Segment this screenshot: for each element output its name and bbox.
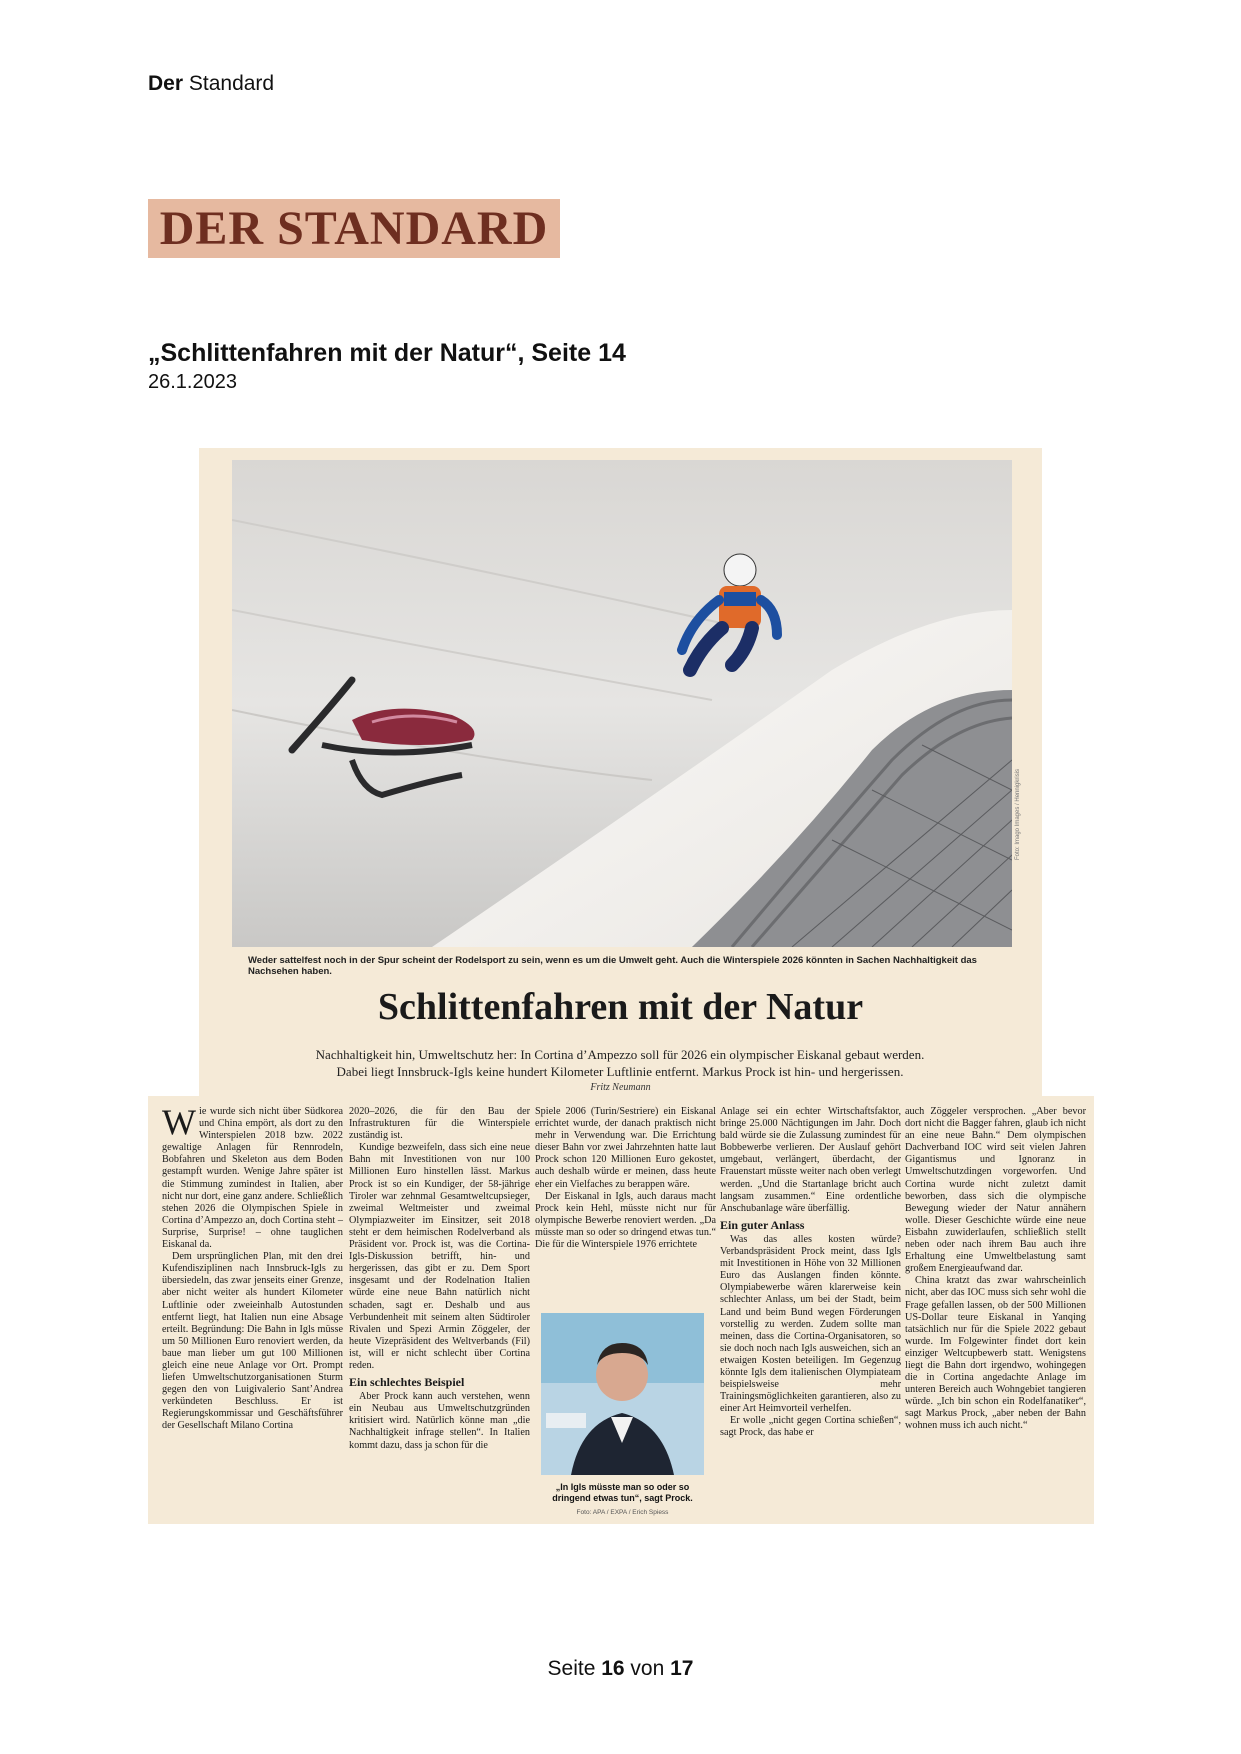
lead-line-2: Dabei liegt Innsbruck-Igls keine hundert Kilometer Luftlinie entfernt. Markus Prock ist hin- und hergerissen.: [336, 1064, 904, 1079]
text-column-1: [162, 1102, 343, 1433]
text-column-3: [535, 1106, 716, 1311]
portrait-caption: „In Igls müsste man so oder so dringend etwas tun“, sagt Prock.: [552, 1482, 693, 1503]
newspaper-logo: DER STANDARD: [148, 199, 560, 258]
current-page: 16: [601, 1657, 625, 1680]
source-label: Der Standard: [148, 72, 275, 95]
paragraph: Kundige bezweifeln, dass sich eine neue Bahn mit Investitionen von nur 100 Millionen Euro hinstellen lässt. Markus Prock ist so ein Kundiger, der 58-jährige Tiroler war zehnmal Gesamtweltcupsieger, zweimal Weltmeister und zweimal Olympiazweiter im Einsitzer, seit 2018 steht er dem heimischen Rodelverband als Präsident vor. Prock ist, was die Cortina-Igls-Diskussion betrifft, hin- und hergerissen, das gibt er zu. Dem Sport insgesamt und der Rodelnation Italien würde eine neue Bahn natürlich nicht schaden, sagt er. Deshalb und aus Verbundenheit mit seinem alten Südtiroler Rivalen und Spezi Armin Zöggeler, der heute Vizepräsident des Weltverbands (Fil) ist, will er nicht schlecht über Cortina reden.: [349, 1142, 530, 1371]
photo-credit: Foto: Imago Images / Hennigkrisis: [1015, 768, 1021, 860]
article-title: „Schlittenfahren mit der Natur“, Seite 14: [148, 339, 626, 367]
lead-line-1: Nachhaltigkeit hin, Umweltschutz her: In Cortina d’Ampezzo soll für 2026 ein olympischer Eiskanal gebaut werden.: [315, 1047, 925, 1062]
paragraph: Der Eiskanal in Igls, auch daraus macht Prock kein Hehl, müsste nicht nur für olympische Bewerbe renoviert werden. „Da müsste man so oder so dringend etwas tun.“ Die für die Winterspiele 1976 errichtete: [535, 1190, 716, 1251]
subheading: Ein guter Anlass: [720, 1217, 805, 1232]
portrait-photo: [541, 1313, 704, 1475]
article-headline: Schlittenfahren mit der Natur: [377, 986, 864, 1028]
luge-track-photo: [232, 460, 1012, 947]
article-date: 26.1.2023: [148, 371, 237, 393]
text-column-2: [349, 1106, 530, 1452]
portrait-credit: Foto: APA / EXPA / Erich Spiess: [576, 1509, 669, 1516]
paragraph: Was das alles kosten würde? Verbandspräsident Prock meint, dass Igls mit Investitionen in Höhe von 32 Millionen Euro das Auslangen finden könnte. Olympiabewerbe wären klarerweise kein schlechter Anlass, um bei der Stadt, beim Land und beim Bund wegen Förderungen vorstellig zu werden. Zudem sollte man meinen, dass die Cortina-Organisatoren, so sie doch noch nach Igls ausweichen, sich an etwaigen Kosten beteiligen. Im Gegenzug könnte Igls dem italienischen Olympiateam beispielsweise mehr Trainingsmöglichkeiten garantieren, also zu einer Art Heimvorteil verhelfen.: [720, 1233, 901, 1415]
paragraph: 2020–2026, die für den Bau der Infrastrukturen für die Winterspiele zuständig ist.: [349, 1106, 530, 1142]
photo-caption: Weder sattelfest noch in der Spur scheint der Rodelsport zu sein, wenn es um die Umwelt geht. Auch die Winterspiele 2026 könnten in Sachen Nachhaltigkeit das Nachsehen haben.: [248, 955, 977, 977]
paragraph: Spiele 2006 (Turin/Sestriere) ein Eiskanal errichtet wurde, der danach praktisch nicht mehr in Verwendung war. Die Errichtung dieser Bahn vor zwei Jahrzehnten hatte laut Prock schon 120 Millionen Euro gekostet, auch deshalb würde er meinen, dass heute eher ein Vielfaches zu berappen wäre.: [535, 1106, 716, 1190]
page-footer: Seite 16 von 17: [547, 1657, 694, 1680]
paragraph: Wie wurde sich nicht über Südkorea und China empört, als dort zu den Winterspielen 2018 bzw. 2022 gewaltige Anlagen für Rennrodeln, Bobfahren und Skeleton aus dem Boden gestampft wurden. Wenige Jahre später ist die Stimmung zumindest in Italien, aber nicht nur dort, eine ganz andere. Schließlich stehen 2026 die Olympischen Spiele in Cortina d’Ampezzo an, doch Cortina steht – Surprise, Surprise! – ohne tauglichen Eiskanal da.: [162, 1102, 343, 1251]
text-column-4: [720, 1106, 901, 1440]
paragraph: Anlage sei ein echter Wirtschaftsfaktor, bringe 25.000 Nächtigungen im Jahr. Doch bald würde sie die Zulassung zumindest für Bobbewerbe verlieren. Der Auslauf gehört umgebaut, verlängert, überdacht, der Frauenstart müsste weiter nach oben verlegt werden. „Und die Startanlage bricht auch langsam zusammen.“ Eine ordentliche Anschubanlage wäre überfällig.: [720, 1106, 901, 1214]
total-pages: 17: [670, 1657, 694, 1680]
article-lead: [270, 1046, 970, 1080]
drop-cap: W: [162, 1102, 196, 1142]
paragraph: Dem ursprünglichen Plan, mit den drei Kufendisziplinen nach Innsbruck-Igls zu übersiedeln, das zwar jenseits einer Grenze, aber nicht weiter als hundert Kilometer Luftlinie oder zweieinhalb Autostunden entfernt liegt, hat Italien nun eine Absage erteilt. Begründung: Die Bahn in Igls müsse um 50 Millionen Euro renoviert werden, da baue man lieber um gut 100 Millionen gleich eine neue Anlage vor Ort. Prompt liefen Umweltschutzorganisationen Sturm gegen den von Luigivalerio Sant’Andrea verkündeten Beschluss. Er ist Regierungskommissar und Geschäftsführer der Gesellschaft Milano Cortina: [162, 1251, 343, 1432]
subheading: Ein schlechtes Beispiel: [349, 1375, 465, 1390]
article-author: Fritz Neumann: [590, 1082, 651, 1093]
paragraph: auch Zöggeler versprochen. „Aber bevor dort nicht die Bagger fahren, glaub ich nicht an eine neue Bahn.“ Dem olympischen Dachverband IOC wird seit vielen Jahren Gigantismus und Ignoranz in Umweltschutzdingen vorgeworfen. Und Cortina wurde nicht zuletzt damit beworben, dass sich die olympische Bewegung wieder der Natur annähern wolle. Dieser Geschichte würde eine neue Eisbahn zuwiderlaufen, schließlich stellt neben oder nach ihrem Bau auch ihre Erhaltung eine Umweltbelastung samt großem Energieaufwand dar.: [905, 1106, 1086, 1275]
paragraph: Aber Prock kann auch verstehen, wenn ein Neubau aus Umweltschutzgründen kritisiert wird. Natürlich könne man „die Nachhaltigkeit infrage stellen“. In Italien kommt dazu, dass ja schon für die: [349, 1391, 530, 1451]
text-column-5: [905, 1106, 1086, 1433]
paragraph: Er wolle „nicht gegen Cortina schießen“, sagt Prock, das habe er: [720, 1415, 901, 1439]
paragraph: China kratzt das zwar wahrscheinlich nicht, aber das IOC muss sich sehr wohl die Frage gefallen lassen, ob der 500 Millionen US-Dollar teure Eiskanal in Yanqing tatsächlich nur für die Spiele 2022 gebaut wurde. Im Folgewinter findet dort kein einziger Weltcupbewerb statt. Wenigstens liegt die Bahn dort irgendwo, wohingegen die in Cortina angedachte Anlage im unteren Bereich auch Wohngebiet tangieren würde. „Ich bin schon ein Rodelfanatiker“, sagt Markus Prock, „aber neben der Bahn wohnen muss ich auch nicht.“: [905, 1275, 1086, 1432]
